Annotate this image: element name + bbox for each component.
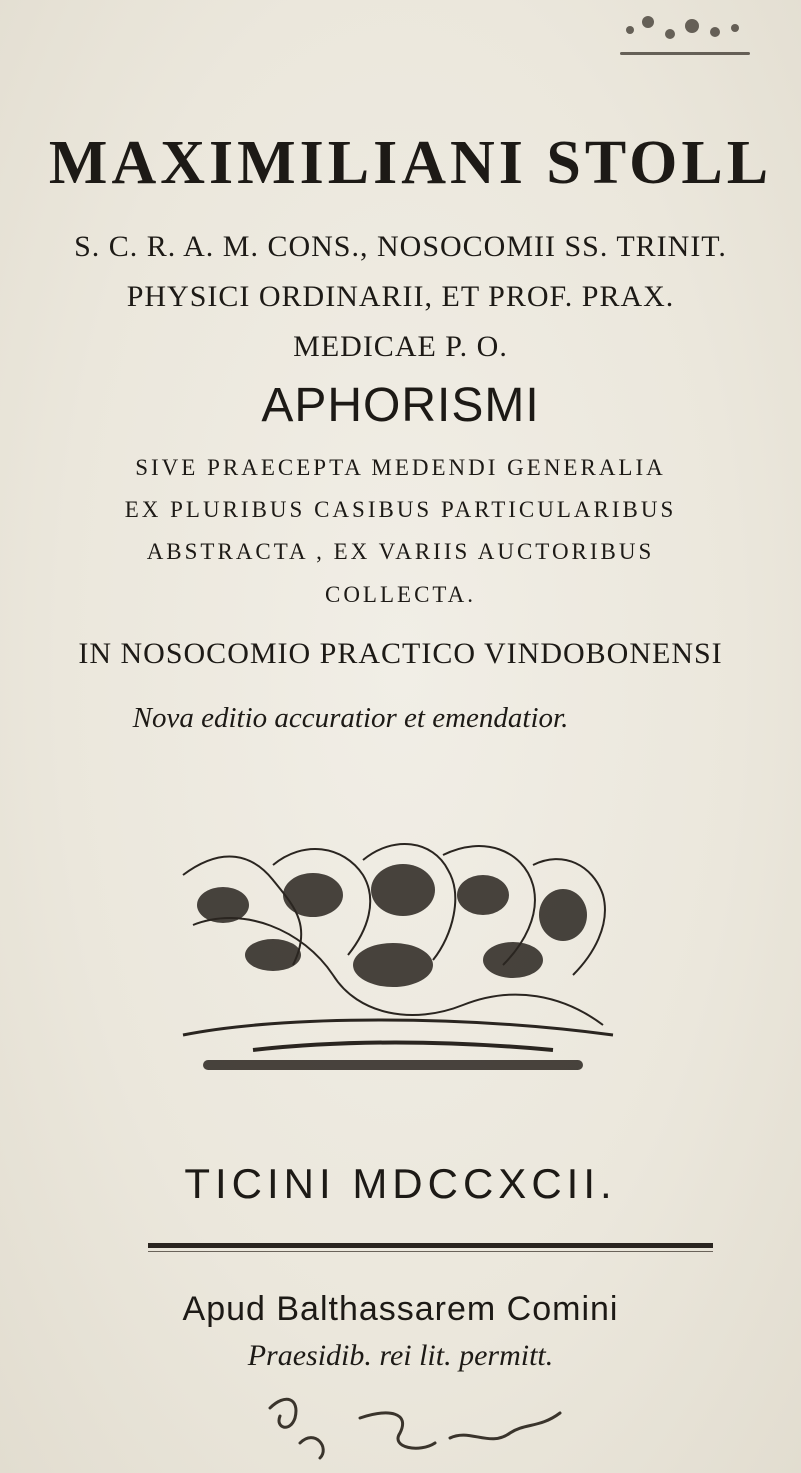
credentials-line-1: S. C. R. A. M. CONS., NOSOCOMII SS. TRINIT. xyxy=(74,230,727,263)
double-rule xyxy=(148,1243,713,1248)
book-title: APHORISMI xyxy=(261,379,540,432)
author-name: MAXIMILIANI STOLL xyxy=(48,129,773,197)
subtitle-line-3: ABSTRACTA , EX VARIIS AUCTORIBUS xyxy=(146,539,655,564)
library-stamp xyxy=(600,0,770,80)
handwritten-signature xyxy=(260,1388,600,1468)
license-line: Praesidib. rei lit. permitt. xyxy=(247,1339,554,1372)
edition-statement: Nova editio accuratior et emendatior. xyxy=(132,702,569,734)
place-line: IN NOSOCOMIO PRACTICO VINDOBONENSI xyxy=(78,637,723,670)
subtitle-line-2: EX PLURIBUS CASIBUS PARTICULARIBUS xyxy=(124,497,677,522)
subtitle-line-1: SIVE PRAECEPTA MEDENDI GENERALIA xyxy=(135,455,666,480)
credentials-line-3: MEDICAE P. O. xyxy=(293,330,508,363)
printer-vignette xyxy=(163,835,623,1083)
subtitle-line-4: COLLECTA. xyxy=(324,582,476,607)
imprint-place-date: TICINI MDCCXCII. xyxy=(184,1160,617,1207)
double-rule-thin xyxy=(148,1251,713,1252)
credentials-line-2: PHYSICI ORDINARII, ET PROF. PRAX. xyxy=(126,280,675,313)
printer-line: Apud Balthassarem Comini xyxy=(182,1290,619,1328)
